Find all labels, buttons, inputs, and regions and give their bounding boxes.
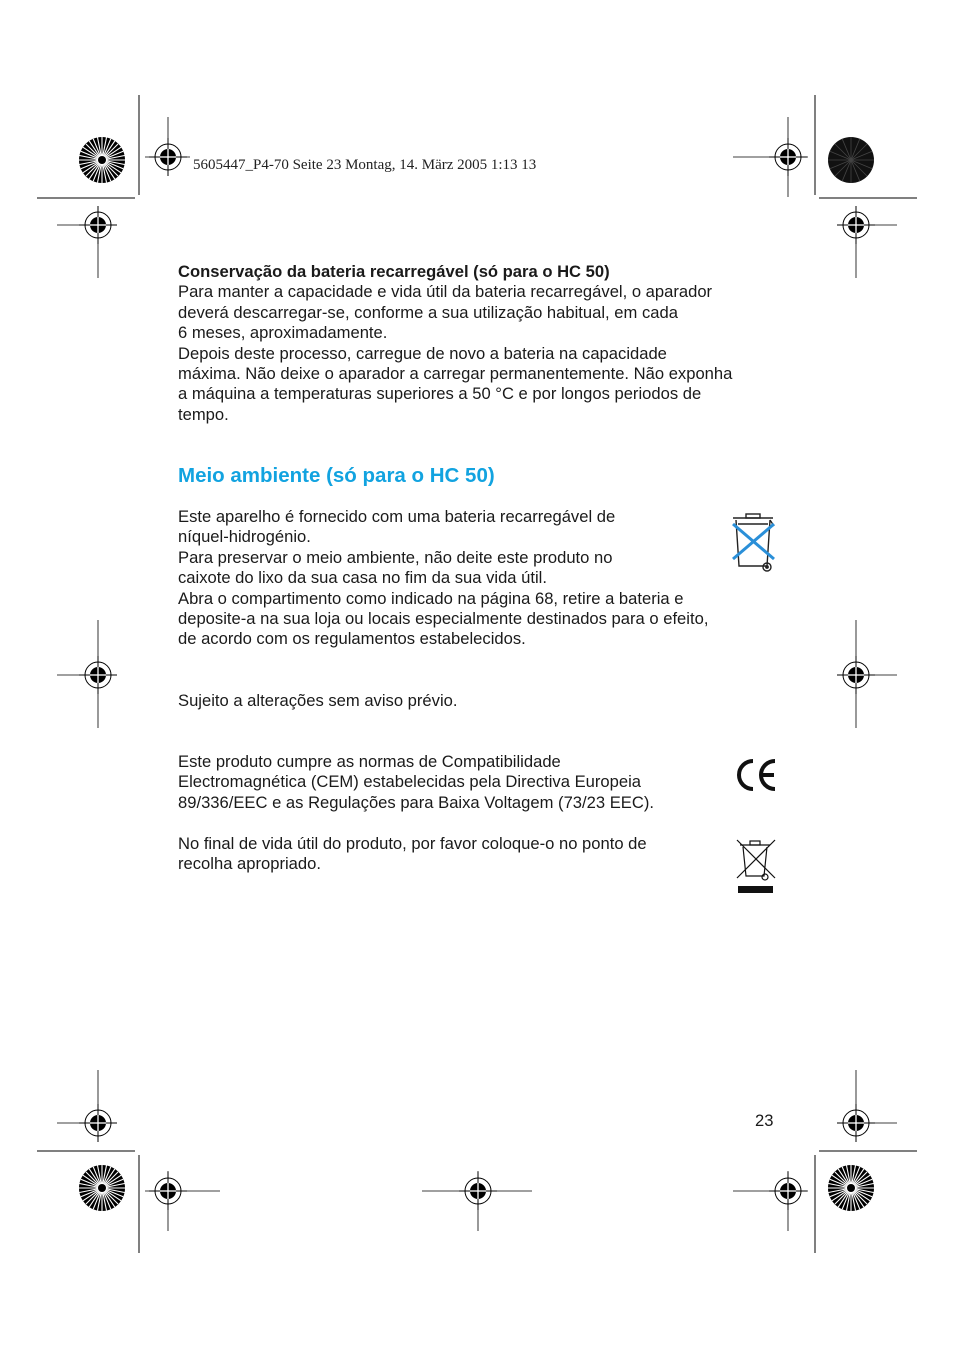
environment-line: níquel-hidrogénio.: [178, 527, 311, 547]
environment-line: caixote do lixo da sua casa no fim da sua vida útil.: [178, 568, 547, 588]
environment-line: de acordo com os regulamentos estabelecidos.: [178, 629, 526, 649]
battery-line: 6 meses, aproximadamente.: [178, 323, 388, 343]
environment-text: [178, 507, 708, 650]
compliance-text: [178, 752, 654, 813]
disposal-line: No final de vida útil do produto, por favor coloque-o no ponto de: [178, 834, 647, 853]
disposal-text: [178, 834, 647, 875]
compliance-line: Este produto cumpre as normas de Compatibilidade: [178, 752, 561, 771]
environment-line: Para preservar o meio ambiente, não deite este produto no: [178, 547, 613, 567]
disposal-line: recolha apropriado.: [178, 854, 321, 874]
compliance-line: Electromagnética (CEM) estabelecidas pela Directiva Europeia: [178, 772, 641, 792]
print-slug: 5605447_P4-70 Seite 23 Montag, 14. März 2005 1:13 13: [193, 157, 537, 173]
page-number: 23: [755, 1111, 774, 1130]
battery-section: [178, 262, 732, 425]
environment-line: Abra o compartimento como indicado na página 68, retire a bateria e: [178, 588, 684, 608]
battery-line: máxima. Não deixe o aparador a carregar permanentemente. Não exponha: [178, 364, 733, 384]
compliance-line: 89/336/EEC e as Regulações para Baixa Voltagem (73/23 EEC).: [178, 792, 654, 812]
ce-mark-icon: [734, 757, 778, 793]
battery-line: tempo.: [178, 404, 229, 424]
environment-line: deposite-a na sua loja ou locais especialmente destinados para o efeito,: [178, 609, 709, 629]
notice-text: Sujeito a alterações sem aviso prévio.: [178, 691, 458, 710]
environment-line: Este aparelho é fornecido com uma bateria recarregável de: [178, 507, 616, 526]
battery-line: Para manter a capacidade e vida útil da bateria recarregável, o aparador: [178, 282, 713, 302]
battery-line: deverá descarregar-se, conforme a sua utilização habitual, em cada: [178, 302, 678, 322]
weee-bin-icon: [734, 836, 778, 896]
environment-heading: Meio ambiente (só para o HC 50): [178, 464, 495, 487]
battery-line: Depois deste processo, carregue de novo a bateria na capacidade: [178, 343, 667, 363]
battery-heading: Conservação da bateria recarregável (só para o HC 50): [178, 262, 610, 281]
crossed-bin-icon: [730, 512, 778, 574]
battery-line: a máquina a temperaturas superiores a 50 °C e por longos periodos de: [178, 384, 702, 404]
